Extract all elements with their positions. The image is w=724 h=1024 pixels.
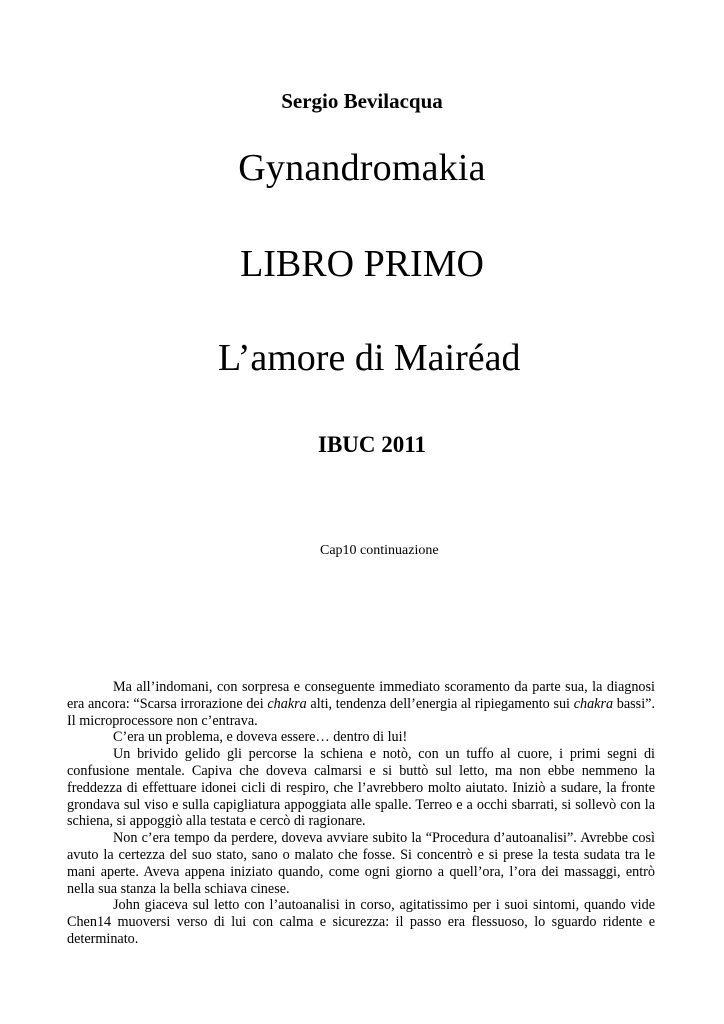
paragraph-1-text-e: bassi”. Il microprocessore non c’entrava. xyxy=(67,695,655,729)
chapter-label: Cap10 continuazione xyxy=(320,543,439,558)
paragraph-1-text-c: alti, tendenza dell’energia al ripiegamento sui xyxy=(306,695,574,712)
publisher-year: IBUC 2011 xyxy=(318,432,426,457)
body-text xyxy=(67,679,655,948)
book-title: Gynandromakia xyxy=(238,147,486,189)
paragraph-1-italic-chakra-2: chakra xyxy=(573,695,614,712)
paragraph-1 xyxy=(67,679,655,729)
paragraph-4: Non c’era tempo da perdere, doveva avviare subito la “Procedura d’autoanalisi”. Avrebbe così avuto la certezza del suo stato, sano o malato che fosse. Si concentrò e si prese la testa sudata tra le mani aperte. Aveva appena iniziato quando, come ogni giorno a quell’ora, l’ora dei massaggi, entrò nella sua stanza la bella schiava cinese. xyxy=(67,830,655,897)
author-name: Sergio Bevilacqua xyxy=(281,89,443,113)
paragraph-1-text-a: Ma all’indomani, con sorpresa e conseguente immediato scoramento da parte sua, la diagnosi era ancora: “Scarsa irrorazione dei xyxy=(67,679,655,712)
book-subtitle: L’amore di Mairéad xyxy=(218,337,521,379)
paragraph-2: C’era un problema, e doveva essere… dentro di lui! xyxy=(113,729,408,746)
book-part: LIBRO PRIMO xyxy=(240,243,484,285)
paragraph-5: John giaceva sul letto con l’autoanalisi in corso, agitatissimo per i suoi sintomi, quando vide Chen14 muoversi verso di lui con calma e sicurezza: il passo era flessuoso, lo sguardo ridente e determinato. xyxy=(67,897,655,947)
paragraph-3: Un brivido gelido gli percorse la schiena e notò, con un tuffo al cuore, i primi segni di confusione mentale. Capiva che doveva calmarsi e si buttò sul letto, ma non ebbe nemmeno la freddezza di effettuare idonei cicli di respiro, che l’avrebbero molto aiutato. Iniziò a sudare, la fronte grondava sul viso e sulla capigliatura appoggiata alle spalle. Terreo e a occhi sbarrati, si sollevò con la schiena, si appoggiò alla testata e cercò di ragionare. xyxy=(67,746,655,830)
paragraph-1-italic-chakra-1: chakra xyxy=(267,695,307,712)
